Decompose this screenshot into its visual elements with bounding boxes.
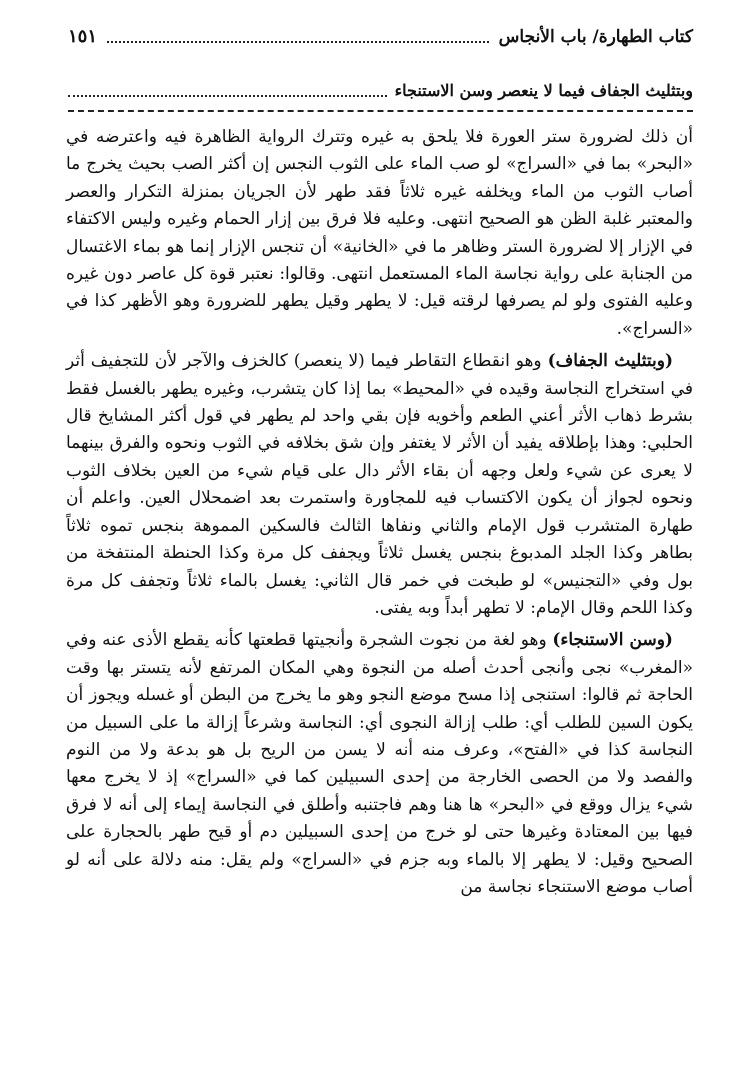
section-header-dots xyxy=(68,81,387,97)
paragraph-text: وهو لغة من نجوت الشجرة وأنجيتها قطعتها كأنه يقطع الأذى عنه وفي «المغرب» نجى وأنجى أحدث أصله من النجوة وهي المكان المرتفع لأنه يتستر بها وقت الحاجة ثم قالوا: استنجى إذا مسح موضع النجو وهو ما يخرج من البطن أو غسله ويجوز أن يكون السين للطلب أي: طلب إزالة النجوى أي: النجاسة وشرعاً إزالة ما على السبيل من النجاسة كذا في «الفتح»، وعرف منه أنه لا يسن من الريح بل هو بدعة ولا من النوم والفصد ولا من الحصى الخارجة من إحدى السبيلين كما في «السراج» إذ لا يخرج معها شيء يزال ووقع في «البحر» ها هنا وهم فاجتنبه وأطلق في النجاسة إيماء إلى أنه لا فرق فيها بين المعتادة وغيرها حتى لو خرج من إحدى السبيلين دم أو قيح طهر بالحجارة على الصحيح وقيل: لا يطهر إلا بالماء وبه جزم في «السراج» ولم يقل: منه دلالة على أنه لو أصاب موضع الاستنجاء نجاسة من xyxy=(66,630,693,897)
paragraph-text: وهو انقطاع التقاطر فيما (لا ينعصر) كالخزف والآجر لأن للتجفيف أثر في استخراج النجاسة وقيده في «المحيط» بما إذا كان يتشرب، وغيره يطهر بالغسل فقط بشرط ذهاب الأثر أعني الطعم وأخويه فإن بقي واحد لم يطهر في قول أكثر المشايخ قال الحلبي: وهذا بإطلاقه يفيد أن الأثر لا يغتفر وإن شق بخلافه في الثوب ونحوه والفرق بينهما لا يعرى عن شيء ولعل وجهه أن بقاء الأثر دال على قيام شيء من العين بخلاف الثوب ونحوه لجواز أن يكون الاكتساب فيه للمجاورة واستمرت بعد اضمحلال العين. واعلم أن طهارة المتشرب قول الإمام والثاني ونفاها الثالث فالسكين المموهة بنجس تموه ثلاثاً بطاهر وكذا الجلد المدبوغ بنجس يغسل ثلاثاً ويجفف كل مرة وكذا الحنطة المنتفخة من بول وفي «التجنيس» لو طبخت في خمر قال الثاني: يغسل بالماء ثلاثاً وتجفف كل مرة وكذا اللحم وقال الإمام: لا تطهر أبداً وبه يفتى. xyxy=(66,351,693,618)
paragraph-3 xyxy=(66,627,693,901)
header-separator xyxy=(68,110,693,112)
paragraph-1 xyxy=(66,124,693,343)
section-header xyxy=(68,80,693,102)
paragraph-text: أن ذلك لضرورة ستر العورة فلا يلحق به غيره وتترك الرواية الظاهرة فيه واعترضه في «البحر» بما في «السراج» لو صب الماء على الثوب النجس إن أكثر الصب بحيث يخرج ما أصاب الثوب من الماء ويخلفه غيره ثلاثاً فقد طهر لأن الجريان بمنزلة التكرار والعصر والمعتبر غلبة الظن هو الصحيح انتهى. وعليه فلا فرق بين إزار الحمام وغيره وليس الاكتفاء في الإزار إلا لضرورة الستر وظاهر ما في «الخانية» أن تنجس الإزار إنما هو بماء الاغتسال من الجنابة على رواية نجاسة الماء المستعمل انتهى. وقالوا: نعتبر قوة كل عاصر دون غيره وعليه الفتوى ولو لم يصرفها لرقته قيل: لا يطهر وقيل يطهر للضرورة وهو الأظهر كذا في «السراج». xyxy=(66,127,693,339)
paragraph-lead: (وبتثليث الجفاف) xyxy=(547,351,673,372)
page-number: ١٥١ xyxy=(68,26,98,47)
paragraph-lead: (وسن الاستنجاء) xyxy=(552,630,673,651)
paragraph-2 xyxy=(66,348,693,622)
running-head-title: كتاب الطهارة/ باب الأنجاس xyxy=(498,27,693,47)
running-head xyxy=(68,26,693,48)
leader-dots xyxy=(107,27,489,43)
section-header-text: وبتثليث الجفاف فيما لا ينعصر وسن الاستنجاء xyxy=(394,81,693,100)
commentary-body xyxy=(66,124,693,906)
